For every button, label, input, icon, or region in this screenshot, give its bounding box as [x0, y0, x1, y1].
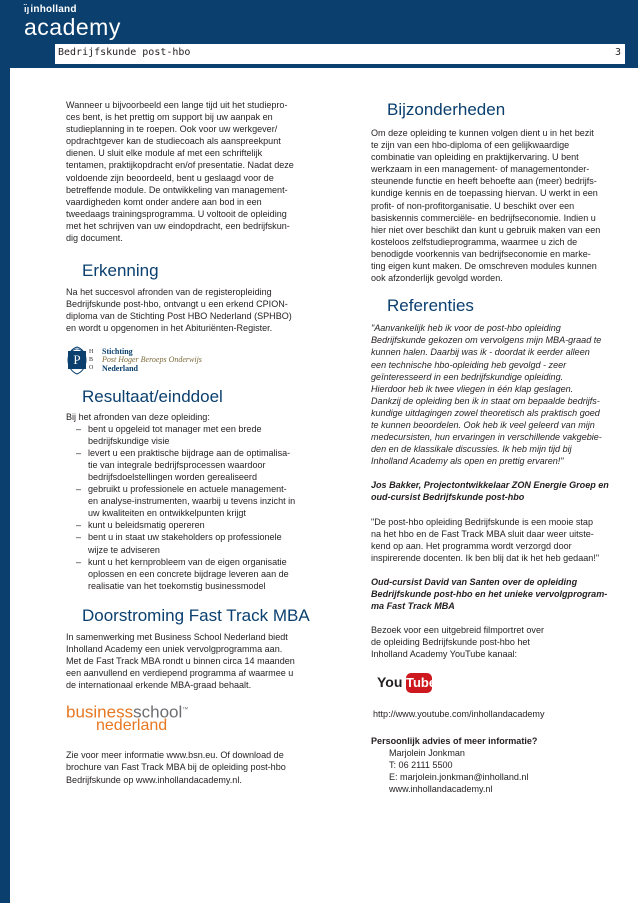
list-item: [66, 531, 316, 555]
document-title-bar: [55, 44, 625, 64]
text-line: een aanvullend en verdiepend programma af waarmee u: [66, 668, 294, 679]
text-line: dig document.: [66, 233, 123, 244]
bijzonderheden-paragraph: [371, 127, 611, 284]
text-line: opdrachtgever kan de studiecoach als aanspreekpunt: [66, 136, 281, 147]
right-column: [371, 100, 611, 795]
quote-line: kunnen halen. Daarbij was ik - doordat ik eerder alleen: [371, 347, 590, 358]
list-item-line: wijze te adviseren: [88, 544, 160, 555]
list-item: [66, 423, 316, 447]
text-line: de opleiding Bedrijfskunde post-hbo het: [371, 637, 530, 648]
text-line: combinatie van opleiding en praktijkervaring. U bent: [371, 152, 579, 163]
quote-line: Dankzij de opleiding ben ik in staat om bepaalde bedrijfs-: [371, 395, 600, 406]
quote-line: kundige uitdagingen zowel theoretisch als praktisch goed: [371, 407, 600, 418]
list-item-line: levert u een praktische bijdrage aan de optimalisa-: [88, 447, 291, 458]
text-line: met het schrijven van uw eindopdracht, een bedrijfskun-: [66, 220, 290, 231]
advies-heading: Persoonlijk advies of meer informatie?: [371, 735, 538, 746]
text-line: In samenwerking met Business School Nederland biedt: [66, 631, 288, 642]
text-line: kundige kennis en de toepassing hiervan. U werkt in een: [371, 188, 598, 199]
text-line: hier niet over beschikt dan kunt u gebruik maken van een: [371, 224, 601, 235]
list-item-line: realisatie van het toekomstig businessmodel: [88, 580, 266, 591]
list-item-line: gebruikt u professionele en actuele management-: [88, 484, 287, 495]
dash-bullet-icon: –: [76, 423, 82, 434]
quote-david-van-santen-author: [371, 576, 611, 612]
author-line: oud-cursist Bedrijfskunde post-hbo: [371, 492, 525, 503]
text-line: profit- of non-profitorganisatie. U beschikt over een: [371, 200, 575, 211]
list-item-line: bent u opgeleid tot manager met een brede: [88, 423, 262, 434]
text-line: ces bent, is het prettig om support bij uw aanpak en: [66, 112, 273, 123]
text-line: ook afzonderlijk gevolgd worden.: [371, 273, 503, 284]
stichting-post-hbo-logo: [66, 335, 316, 385]
bezoek-paragraph: [371, 624, 611, 660]
contact-line: T: 06 2111 5500: [389, 759, 453, 770]
left-sidebar-band: [0, 0, 10, 903]
quote-line: Hierdoor heb ik twee vliegen in één klap geslagen.: [371, 383, 574, 394]
quote-line: een technische hbo-opleiding heb gevolgd - zeer: [371, 359, 567, 370]
text-line: basiskennis commerciële- en bedrijfseconomie. Indien u: [371, 212, 596, 223]
erkenning-heading: Erkenning: [82, 261, 159, 281]
text-line: Bezoek voor een uitgebreid filmportret over: [371, 625, 544, 636]
quote-jos-bakker-author: [371, 479, 611, 503]
list-item-line: kunt u beleidsmatig opereren: [88, 520, 205, 531]
inholland-logo-small: ı̈ȷinholland: [24, 4, 77, 15]
author-line: Jos Bakker, Projectontwikkelaar ZON Energie Groep en: [371, 480, 609, 491]
text-line: kosteloos zelfstudieprogramma, waarmee u zich de: [371, 236, 578, 247]
text-line: de internationaal erkende MBA-graad behaalt.: [66, 680, 252, 691]
text-line: Bedrijfskunde post-hbo, ontvangt u een erkend CPION-: [66, 299, 288, 310]
page-number: 3: [614, 47, 621, 58]
quote-line: medecursisten, hun ervaringen in verschillende vakgebie-: [371, 432, 602, 443]
dash-bullet-icon: –: [76, 484, 82, 495]
list-item: [66, 556, 316, 592]
quote-line: Bedrijfskunde gekozen om vervolgens mijn MBA-graad te: [371, 335, 602, 346]
business-school-nederland-logo: businessschool™ nederland: [66, 703, 189, 735]
list-item-line: en analyse-instrumenten, waarbij u tevens inzicht in: [88, 496, 296, 507]
quote-line: na het hbo en de Fast Track MBA sluit daar weer uitste-: [371, 528, 594, 539]
text-line: Om deze opleiding te kunnen volgen dient u in het bezit: [371, 128, 594, 138]
text-line: steunende functie en heeft behoefte aan (meer) bedrijfs-: [371, 176, 597, 187]
resultaat-intro: Bij het afronden van deze opleiding:: [66, 411, 210, 422]
list-item-line: bedrijfsdoelstellingen worden gerealiseerd: [88, 471, 257, 482]
logo-mark-icon: ı̈ȷ: [24, 4, 30, 14]
author-line: ma Fast Track MBA: [371, 601, 455, 612]
quote-line: kend op aan. Het programma wordt verzorgd door: [371, 540, 572, 551]
list-item-line: oplossen en een concrete bijdrage leveren aan de: [88, 568, 289, 579]
text-line: betreffende module. De ontwikkeling van management-: [66, 184, 288, 195]
text-line: dienen. U sluit elke module af met een schriftelijk: [66, 148, 263, 159]
quote-line: geïnteresseerd in een bedrijfskundige opleiding.: [371, 371, 564, 382]
dash-bullet-icon: –: [76, 520, 82, 531]
text-line: Bedrijfskunde op www.inhollandacademy.nl.: [66, 774, 242, 785]
list-item-line: tie van integrale bedrijfsprocessen waardoor: [88, 459, 266, 470]
text-line: diploma van de Stichting Post HBO Nederland (SPHBO): [66, 311, 292, 322]
text-line: te zijn van een hbo-diploma of een gelijkwaardige: [371, 140, 570, 151]
contact-details: [371, 747, 611, 795]
resultaat-list: [66, 423, 316, 592]
text-line: Met de Fast Track MBA rondt u binnen circa 14 maanden: [66, 656, 295, 667]
text-line: Zie voor meer informatie www.bsn.eu. Of download de: [66, 750, 284, 761]
text-line: werkzaam in een management- of managementonder-: [371, 164, 590, 175]
list-item-line: bedrijfskundige visie: [88, 435, 170, 446]
text-line: Wanneer u bijvoorbeeld een lange tijd uit het studiepro-: [66, 100, 288, 110]
quote-david-van-santen: [371, 516, 611, 564]
text-line: tweedaags trainingsprogramma. U voltooit de opleiding: [66, 208, 287, 219]
left-column: [66, 99, 316, 786]
quote-line: Inholland Academy als open en prettig ervaren!": [371, 456, 564, 467]
bijzonderheden-heading: Bijzonderheden: [387, 100, 506, 119]
list-item: [66, 519, 316, 531]
text-line: tentamen, praktijkopdracht en/of presentatie. Nadat deze: [66, 160, 294, 171]
quote-line: inspirerende docenten. Ik ben blij dat ik het heb gedaan!": [371, 552, 600, 563]
erkenning-paragraph: [66, 286, 316, 334]
list-item: [66, 447, 316, 483]
youtube-url-link[interactable]: http://www.youtube.com/inhollandacademy: [373, 709, 545, 720]
text-line: en wordt u opgenomen in het Abituriënten-Register.: [66, 323, 273, 334]
list-item-line: bent u in staat uw stakeholders op professionele: [88, 532, 282, 543]
quote-line: te kunnen beoordelen. Ook heb ik veel geleerd van mijn: [371, 419, 595, 430]
quote-jos-bakker: [371, 322, 611, 467]
text-line: voldoende zijn beoordeeld, bent u geslaagd voor de: [66, 172, 274, 183]
dash-bullet-icon: –: [76, 532, 82, 543]
stichting-logo-text: Stichting Post Hoger Beroeps Onderwijs Nederland: [102, 346, 202, 373]
intro-paragraph: [66, 99, 316, 244]
resultaat-heading: Resultaat/einddoel: [82, 386, 223, 406]
dash-bullet-icon: –: [76, 556, 82, 567]
contact-line: www.inhollandacademy.nl: [389, 783, 493, 794]
logo-hbo-letters: H B O: [89, 348, 94, 371]
document-title: Bedrijfskunde post-hbo: [58, 47, 191, 58]
author-line: Bedrijfskunde post-hbo en het unieke vervolgprogram-: [371, 589, 608, 599]
text-line: studieplanning in te roepen. Ook voor uw werkgever/: [66, 124, 278, 135]
contact-line: Marjolein Jonkman: [389, 747, 465, 758]
youtube-logo[interactable]: You Tube: [371, 668, 611, 702]
text-line: brochure van Fast Track MBA bij de opleiding post-hbo: [66, 762, 286, 773]
quote-line: "Aanvankelijk heb ik voor de post-hbo opleiding: [371, 323, 561, 334]
list-item-line: kunt u het kernprobleem van de eigen organisatie: [88, 556, 287, 567]
text-line: ting eigen kunt maken. De omschreven modules kunnen: [371, 261, 597, 272]
doorstroming-paragraph: [66, 631, 316, 691]
text-line: Na het succesvol afronden van de registeropleiding: [66, 287, 272, 298]
academy-logo-text: academy: [24, 14, 121, 40]
text-line: benodigde voorkennis van bedrijfseconomie en marke-: [371, 248, 591, 259]
text-line: vaardigheden komt onder andere aan bod in een: [66, 196, 262, 207]
logo-letter-p: P: [68, 351, 86, 369]
zie-paragraph: [66, 749, 316, 785]
quote-line: den en de klassikale discussies. Ik heb mijn tijd bij: [371, 444, 572, 455]
text-line: Inholland Academy YouTube kanaal:: [371, 649, 518, 660]
dash-bullet-icon: –: [76, 447, 82, 458]
doorstroming-heading: Doorstroming Fast Track MBA: [82, 605, 310, 625]
author-line: Oud-cursist David van Santen over de opleiding: [371, 576, 578, 587]
list-item: [66, 483, 316, 519]
quote-line: "De post-hbo opleiding Bedrijfskunde is een mooie stap: [371, 516, 593, 527]
contact-line: E: marjolein.jonkman@inholland.nl: [389, 771, 529, 782]
list-item-line: uw kwaliteiten en ontwikkelpunten krijgt: [88, 508, 246, 519]
referenties-heading: Referenties: [387, 296, 474, 316]
text-line: Inholland Academy een uniek vervolgprogramma aan.: [66, 644, 283, 654]
